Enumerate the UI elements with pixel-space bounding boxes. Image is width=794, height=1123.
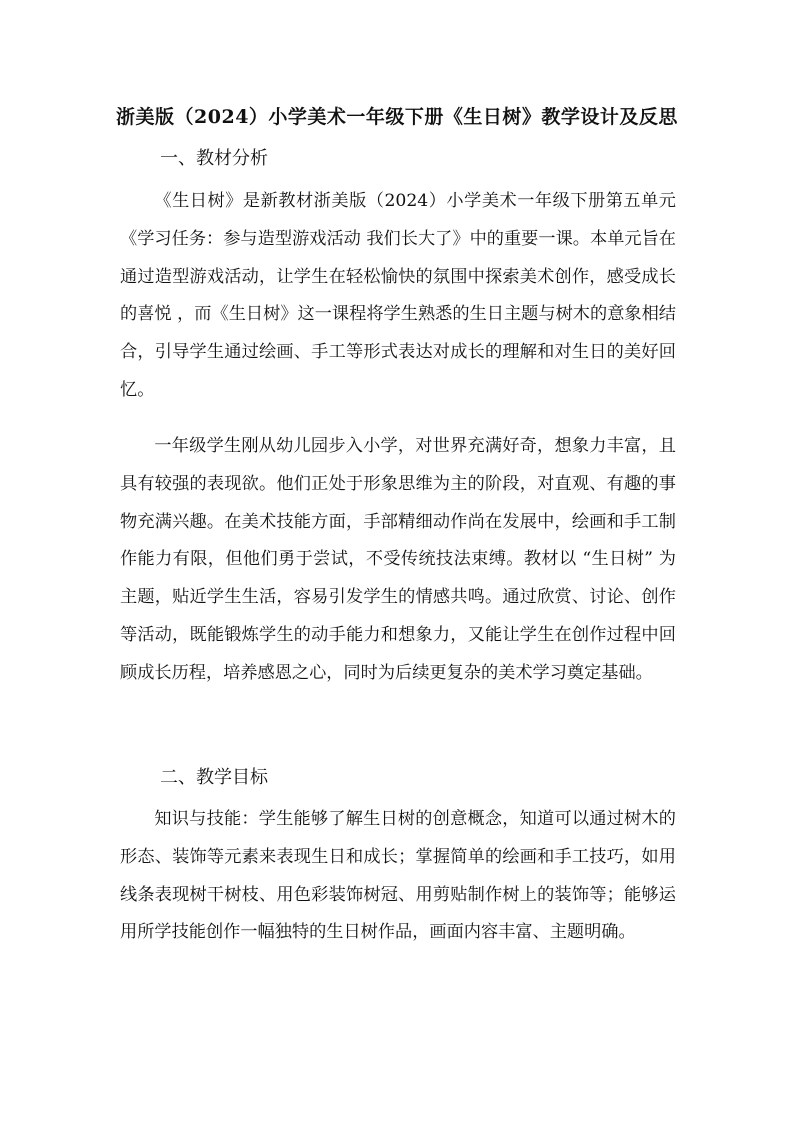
paragraph-text: 一年级学生刚从幼儿园步入小学，对世界充满好奇，想象力丰富，且具有较强的表现欲。他们正处于形象思维为主的阶段，对直观、有趣的事物充满兴趣。在美术技能方面，手部精细动作尚在发展中，绘画和手工制作能力有限，但他们勇于尝试，不受传统技法束缚。教材以 “生日树” 为主题，贴近学生生活，容易引发学生的情感共鸣。通过欣赏、讨论、创作等活动，既能锻炼学生的动手能力和想象力，又能让学生在创作过程中回顾成长历程，培养感恩之心，同时为后续更复杂的美术学习奠定基础。: [120, 436, 676, 683]
paragraph-textbook-intro: [120, 183, 676, 410]
paragraph-text: 知识与技能：学生能够了解生日树的创意概念，知道可以通过树木的形态、装饰等元素来表现生日和成长；掌握简单的绘画和手工技巧，如用线条表现树干树枝、用色彩装饰树冠、用剪贴制作树上的装饰等；能够运用所学技能创作一幅独特的生日树作品，画面内容丰富、主题明确。: [120, 809, 676, 943]
paragraph-student-analysis: [120, 428, 676, 693]
section-heading-teaching-goals: 二、教学目标: [160, 767, 268, 788]
paragraph-text: 《生日树》是新教材浙美版（2024）小学美术一年级下册第五单元《学习任务：参与造型游戏活动 我们长大了》中的重要一课。本单元旨在通过造型游戏活动，让学生在轻松愉快的氛围中探索美术创作，感受成长的喜悦 ，而《生日树》这一课程将学生熟悉的生日主题与树木的意象相结合，引导学生通过绘画、手工等形式表达对成长的理解和对生日的美好回忆。: [120, 191, 676, 400]
document-title: 浙美版（2024）小学美术一年级下册《生日树》教学设计及反思: [116, 106, 678, 128]
paragraph-knowledge-skills: [120, 801, 676, 952]
section-heading-textbook-analysis: 一、教材分析: [160, 148, 268, 169]
